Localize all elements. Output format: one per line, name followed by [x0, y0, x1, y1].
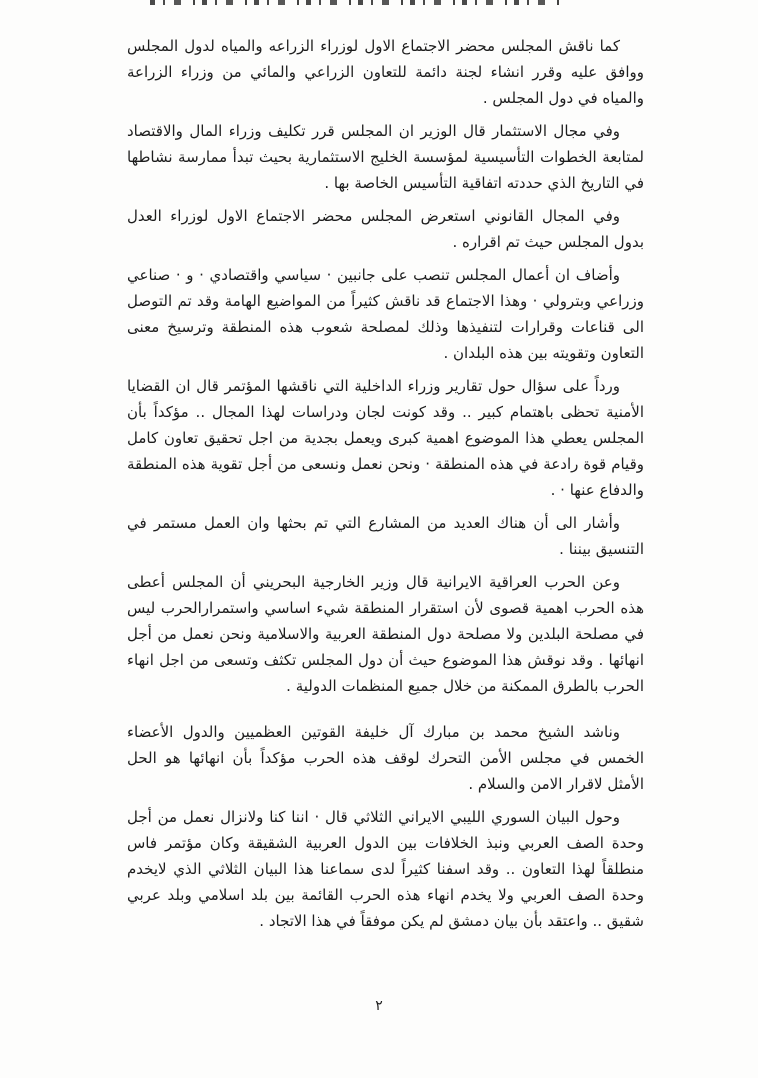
clipped-line-fragments — [150, 0, 564, 5]
document-body — [127, 33, 644, 941]
paragraph-council-work-areas: وأضاف ان أعمال المجلس تنصب على جانبين · سياسي واقتصادي · و · صناعي وزراعي وبترولي · وهذا الاجتماع قد ناقش كثيراً من المواضيع الهامة وقد تم التوصل الى قناعات وقرارات لتنفيذها وذلك لمصلحة شعوب هذه المنطقة وترسيخ معنى التعاون وتقويته بين هذه البلدان . — [127, 266, 644, 362]
page-number: ٢ — [375, 998, 383, 1014]
paragraph-investment: وفي مجال الاستثمار قال الوزير ان المجلس قرر تكليف وزراء المال والاقتصاد لمتابعة الخطوات التأسيسية لمؤسسة الخليج الاستثمارية بحيث تبدأ ممارسة نشاطها في التاريخ الذي حددته اتفاقية التأسيس الخاصة بها . — [127, 122, 644, 192]
paragraph-appeal-security-council: وناشد الشيخ محمد بن مبارك آل خليفة القوتين العظميين والدول الأعضاء الخمس في مجلس الأمن التحرك لوقف هذه الحرب مؤكداً بأن انهائها هو الحل الأمثل لاقرار الامن والسلام . — [127, 723, 644, 793]
paragraph-legal: وفي المجال القانوني استعرض المجلس محضر الاجتماع الاول لوزراء العدل بدول المجلس حيث تم اقراره . — [127, 207, 644, 251]
paragraph-security-affairs: ورداً على سؤال حول تقارير وزراء الداخلية التي ناقشها المؤتمر قال ان القضايا الأمنية تحظى باهتمام كبير .. وقد كونت لجان ودراسات لهذا المجال .. مؤكداً بأن المجلس يعطي هذا الموضوع اهمية كبرى ويعمل بجدية من اجل تحقيق تعاون كامل وقيام قوة رادعة في هذه المنطقة · ونحن نعمل ونسعى من أجل تقوية هذه المنطقة والدفاع عنها · . — [127, 377, 644, 499]
paragraph-agriculture-water: كما ناقش المجلس محضر الاجتماع الاول لوزراء الزراعه والمياه لدول المجلس ووافق عليه وقرر انشاء لجنة دائمة للتعاون الزراعي والمائي من وزراء الزراعة والمياه في دول المجلس . — [127, 37, 644, 107]
paragraph-iraq-iran-war: وعن الحرب العراقية الايرانية قال وزير الخارجية البحريني أن المجلس أعطى هذه الحرب اهمية قصوى لأن استقرار المنطقة شيء اساسي واستمرارالحرب ليس في مصلحة البلدين ولا مصلحة دول المنطقة العربية والاسلامية ونحن نعمل من أجل انهائها . وقد نوقش هذا الموضوع حيث أن دول المجلس تكثف وتسعى من اجل انهاء الحرب بالطرق الممكنة من خلال جميع المنظمات الدولية . — [127, 573, 644, 695]
paragraph-tripartite-statement: وحول البيان السوري الليبي الايراني الثلاثي قال · اننا كنا ولانزال نعمل من أجل وحدة الصف العربي ونبذ الخلافات بين الدول العربية الشقيقة وكان مؤتمر فاس منطلقاً لهذا التعاون .. وقد اسفنا كثيراً لدى سماعنا هذا البيان الثلاثي الذي لايخدم وحدة الصف العربي ولا يخدم انهاء هذه الحرب القائمة بين بلد اسلامي وبلد عربي شقيق .. واعتقد بأن بيان دمشق لم يكن موفقاً في هذا الاتجاد . — [127, 808, 644, 930]
paragraph-joint-projects: وأشار الى أن هناك العديد من المشارع التي تم بحثها وان العمل مستمر في التنسيق بيننا . — [127, 514, 644, 558]
